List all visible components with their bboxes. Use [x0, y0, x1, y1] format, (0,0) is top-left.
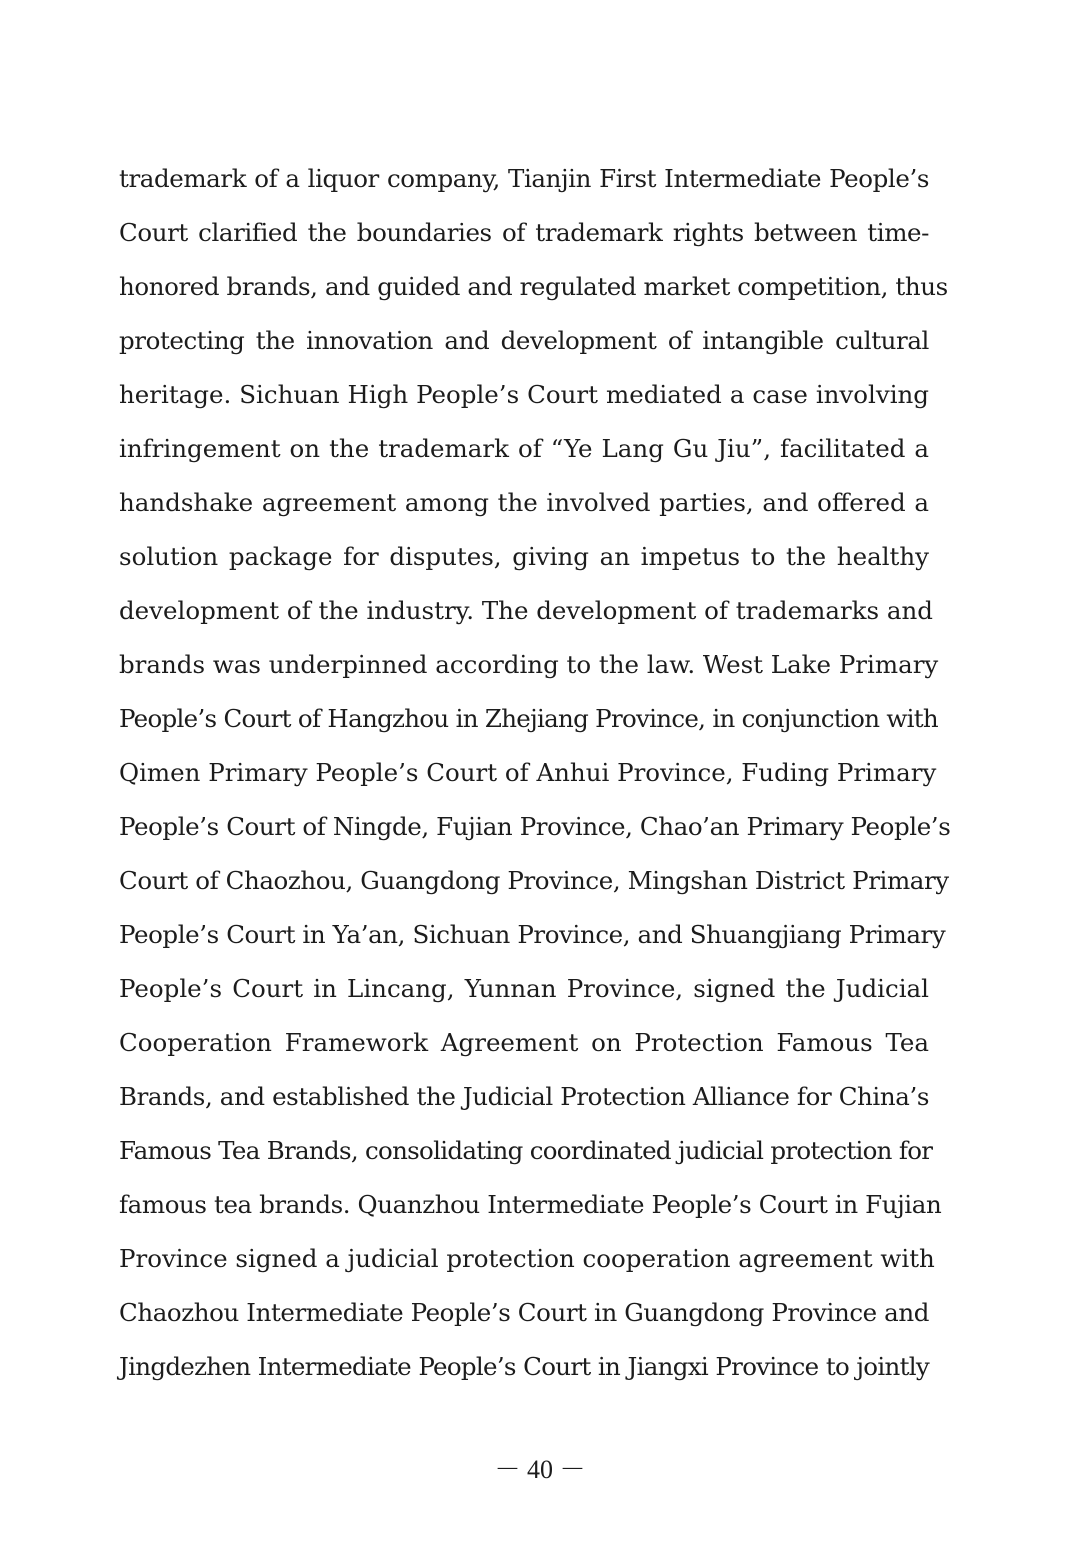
text-line: honored brands, and guided and regulated market competition, thus	[119, 272, 948, 301]
text-line: People’s Court in Lincang, Yunnan Province, signed the Judicial	[119, 974, 929, 1003]
text-line: solution package for disputes, giving an impetus to the healthy	[119, 542, 929, 571]
text-line: infringement on the trademark of “Ye Lang Gu Jiu”, facilitated a	[119, 434, 929, 463]
text-line: protecting the innovation and development of intangible cultural	[119, 326, 929, 355]
text-line: Chaozhou Intermediate People’s Court in Guangdong Province and	[119, 1298, 929, 1327]
text-line: development of the industry. The development of trademarks and	[119, 596, 933, 625]
text-line: People’s Court of Ningde, Fujian Province, Chao’an Primary People’s	[119, 812, 951, 841]
text-line: Jingdezhen Intermediate People’s Court in Jiangxi Province to jointly	[119, 1352, 929, 1381]
text-line: famous tea brands. Quanzhou Intermediate People’s Court in Fujian	[119, 1190, 942, 1219]
text-line: Qimen Primary People’s Court of Anhui Province, Fuding Primary	[119, 758, 937, 787]
text-line: brands was underpinned according to the law. West Lake Primary	[119, 650, 939, 679]
text-line: Brands, and established the Judicial Protection Alliance for China’s	[119, 1082, 929, 1111]
text-line: People’s Court in Ya’an, Sichuan Province, and Shuangjiang Primary	[119, 920, 946, 949]
text-line: Court of Chaozhou, Guangdong Province, Mingshan District Primary	[119, 866, 949, 895]
body-paragraph	[119, 152, 951, 1394]
text-line: handshake agreement among the involved parties, and offered a	[119, 488, 929, 517]
text-line: Famous Tea Brands, consolidating coordinated judicial protection for	[119, 1136, 933, 1165]
text-line: trademark of a liquor company, Tianjin First Intermediate People’s	[119, 164, 929, 193]
text-line: Cooperation Framework Agreement on Protection Famous Tea	[119, 1028, 929, 1057]
text-line: People’s Court of Hangzhou in Zhejiang Province, in conjunction with	[119, 704, 939, 733]
text-line: heritage. Sichuan High People’s Court mediated a case involving	[119, 380, 929, 409]
page-number: － 40 －	[494, 1455, 586, 1484]
text-line: Province signed a judicial protection cooperation agreement with	[119, 1244, 935, 1273]
text-line: Court clarified the boundaries of trademark rights between time-	[119, 218, 929, 247]
